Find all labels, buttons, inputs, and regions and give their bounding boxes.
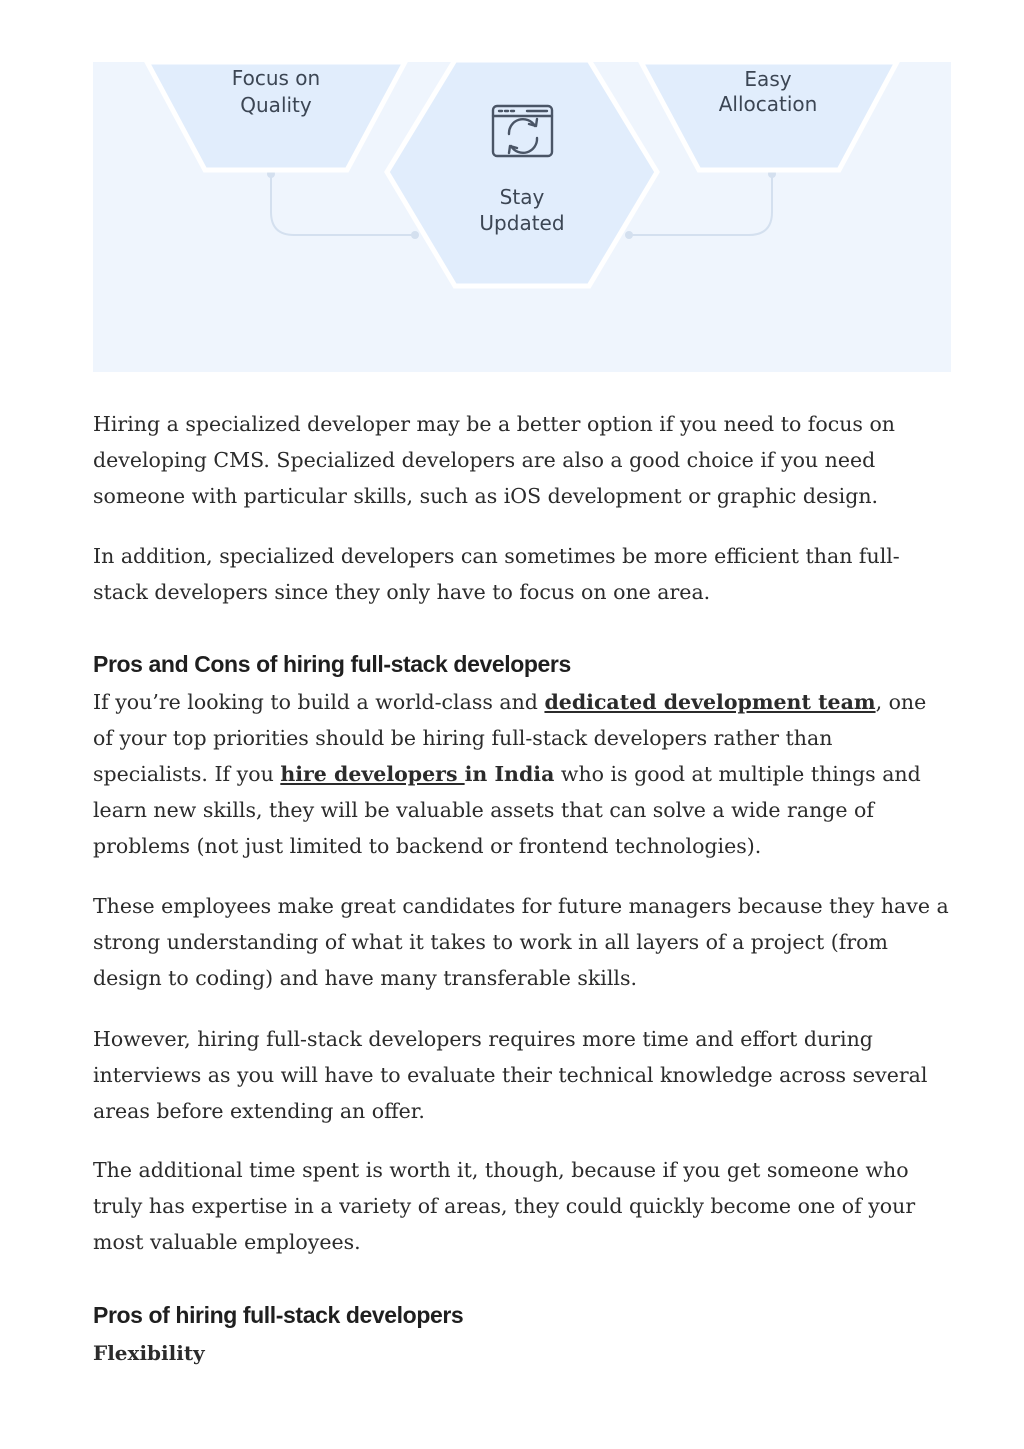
hexagon-label-easy-line1: Easy <box>744 67 792 91</box>
connector-dot-left-end <box>411 231 419 239</box>
hexagon-diagram <box>93 62 951 372</box>
text-bold-india: in India <box>464 762 555 786</box>
paragraph-full-stack-priority <box>93 684 951 864</box>
hexagon-stay-updated <box>387 62 657 286</box>
connector-dot-right-end <box>625 231 633 239</box>
hexagon-label-easy-line2: Allocation <box>718 92 818 116</box>
link-hire-developers[interactable]: hire developers <box>280 762 465 786</box>
link-dedicated-development-team[interactable]: dedicated development team <box>544 690 876 714</box>
subheading-flexibility: Flexibility <box>93 1341 205 1365</box>
heading-pros-and-cons: Pros and Cons of hiring full-stack developers <box>93 651 571 677</box>
hexagon-label-stay-line2: Updated <box>479 211 565 235</box>
text-segment: If you’re looking to build a world-class and <box>93 690 545 714</box>
heading-pros-full-stack: Pros of hiring full-stack developers <box>93 1302 464 1328</box>
paragraph-specialized-developer: Hiring a specialized developer may be a better option if you need to focus on developing CMS. Specialized developers are also a good choice if you need someone with particular skills, such as iOS development or graphic design. <box>93 412 895 508</box>
text-segment: who is good at multiple things and learn new skills, they will be valuable assets that can solve a wide range of problems (not just limited to backend or frontend technologies). <box>93 762 921 858</box>
text-segment: , one of your top priorities should be hiring full-stack developers rather than specialists. If you <box>93 690 927 786</box>
paragraph-interview-effort: However, hiring full-stack developers requires more time and effort during interviews as you will have to evaluate their technical knowledge across several areas before extending an offer. <box>93 1027 928 1123</box>
hexagon-label-focus-line1: Focus on <box>231 66 321 90</box>
paragraph-specialized-efficiency: In addition, specialized developers can sometimes be more efficient than full-stack developers since they only have to focus on one area. <box>93 544 900 604</box>
paragraph-time-worth: The additional time spent is worth it, though, because if you get someone who truly has expertise in a variety of areas, they could quickly become one of your most valuable employees. <box>93 1158 916 1254</box>
hexagon-label-focus-line2: Quality <box>240 93 312 117</box>
paragraph-future-managers: These employees make great candidates for future managers because they have a strong understanding of what it takes to work in all layers of a project (from design to coding) and have many transferable skills. <box>93 894 949 990</box>
hexagon-label-stay-line1: Stay <box>499 185 545 209</box>
